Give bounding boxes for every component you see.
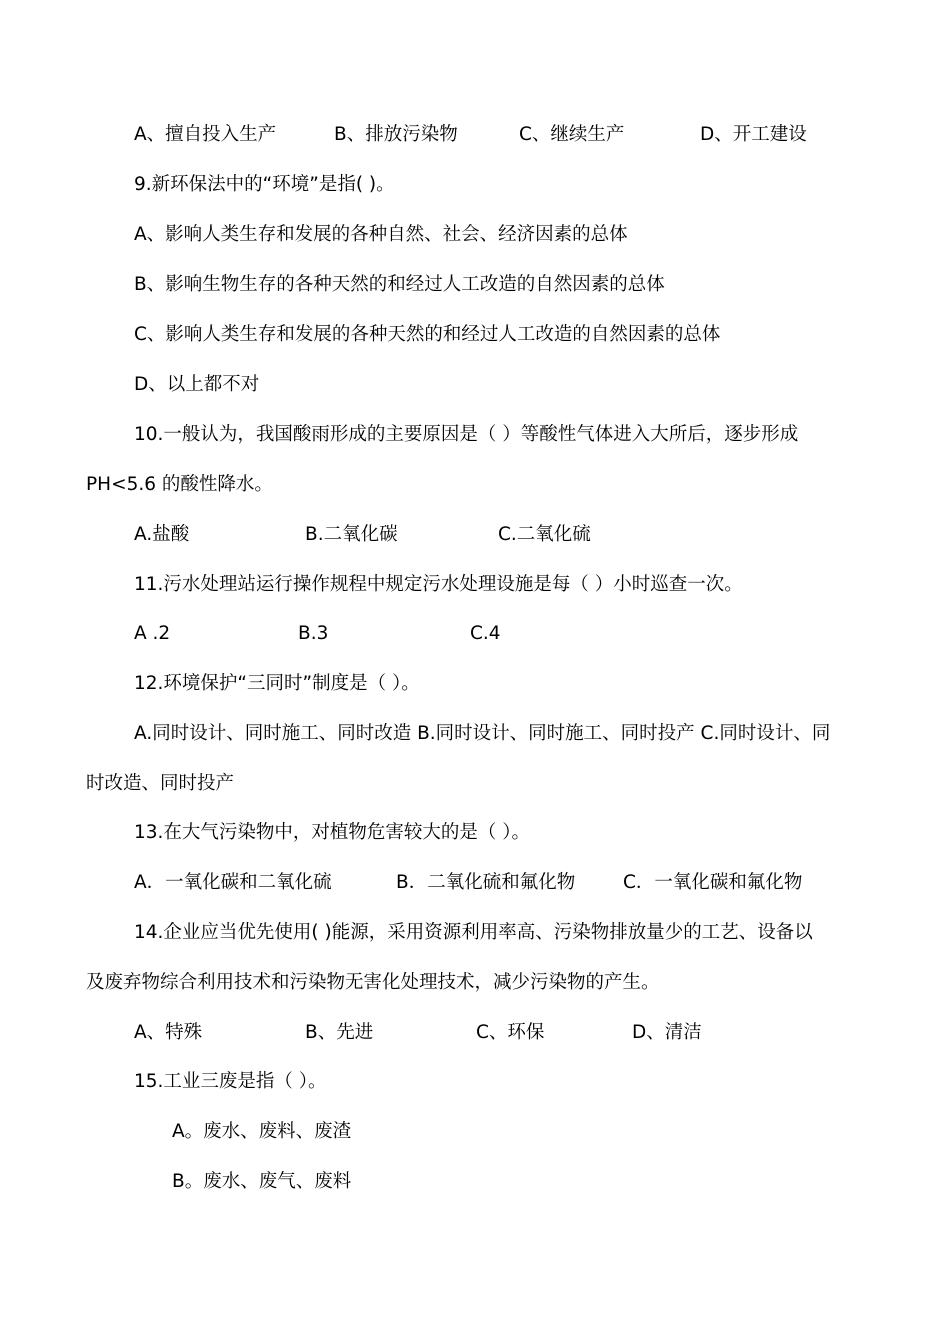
q9-option-b: B、影响生物生存的各种天然的和经过人工改造的自然因素的总体 (134, 274, 665, 295)
q14-option-c: C、环保 (476, 1022, 545, 1043)
q8-option-a: A、擅自投入生产 (134, 124, 277, 145)
q14-option-d: D、清洁 (632, 1022, 702, 1043)
q9-stem: 9.新环保法中的“环境”是指( )。 (134, 174, 395, 195)
q9-option-a: A、影响人类生存和发展的各种自然、社会、经济因素的总体 (134, 224, 628, 245)
q15-option-b: B。废水、废气、废料 (172, 1171, 352, 1192)
q10-option-b: B.二氧化碳 (305, 524, 398, 545)
q14-option-b: B、先进 (305, 1022, 374, 1043)
q11-option-c: C.4 (470, 623, 501, 644)
q12-options-line1: A.同时设计、同时施工、同时改造 B.同时设计、同时施工、同时投产 C.同时设计、同 (134, 723, 831, 744)
q10-option-c: C.二氧化硫 (498, 524, 591, 545)
q9-option-c: C、影响人类生存和发展的各种天然的和经过人工改造的自然因素的总体 (134, 324, 721, 345)
q10-option-a: A.盐酸 (134, 524, 190, 545)
q14-stem-line2: 及废弃物综合利用技术和污染物无害化处理技术，减少污染物的产生。 (86, 972, 660, 993)
q13-option-a: A．一氧化碳和二氧化硫 (134, 872, 332, 893)
q13-option-b: B．二氧化硫和氟化物 (396, 872, 576, 893)
q12-options-line2: 时改造、同时投产 (86, 773, 235, 794)
q10-stem-line1: 10.一般认为，我国酸雨形成的主要原因是（ ）等酸性气体进入大所后，逐步形成 (134, 424, 799, 445)
q14-option-a: A、特殊 (134, 1022, 203, 1043)
q8-option-b: B、排放污染物 (334, 124, 458, 145)
q14-stem-line1: 14.企业应当优先使用( )能源，采用资源利用率高、污染物排放量少的工艺、设备以 (134, 922, 813, 943)
q11-option-a: A .2 (134, 623, 171, 644)
q13-option-c: C．一氧化碳和氟化物 (623, 872, 803, 893)
q11-stem: 11.污水处理站运行操作规程中规定污水处理设施是每（ ）小时巡查一次。 (134, 574, 743, 595)
q8-option-c: C、继续生产 (519, 124, 625, 145)
q15-stem: 15.工业三废是指（ ）。 (134, 1071, 327, 1092)
q10-stem-line2: PH<5.6 的酸性降水。 (86, 474, 273, 495)
q12-stem: 12.环境保护“三同时”制度是（ ）。 (134, 673, 420, 694)
q11-option-b: B.3 (298, 623, 329, 644)
q9-option-d: D、以上都不对 (134, 374, 260, 395)
q8-option-d: D、开工建设 (700, 124, 807, 145)
q13-stem: 13.在大气污染物中，对植物危害较大的是（ ）。 (134, 822, 531, 843)
q15-option-a: A。废水、废料、废渣 (172, 1121, 352, 1142)
